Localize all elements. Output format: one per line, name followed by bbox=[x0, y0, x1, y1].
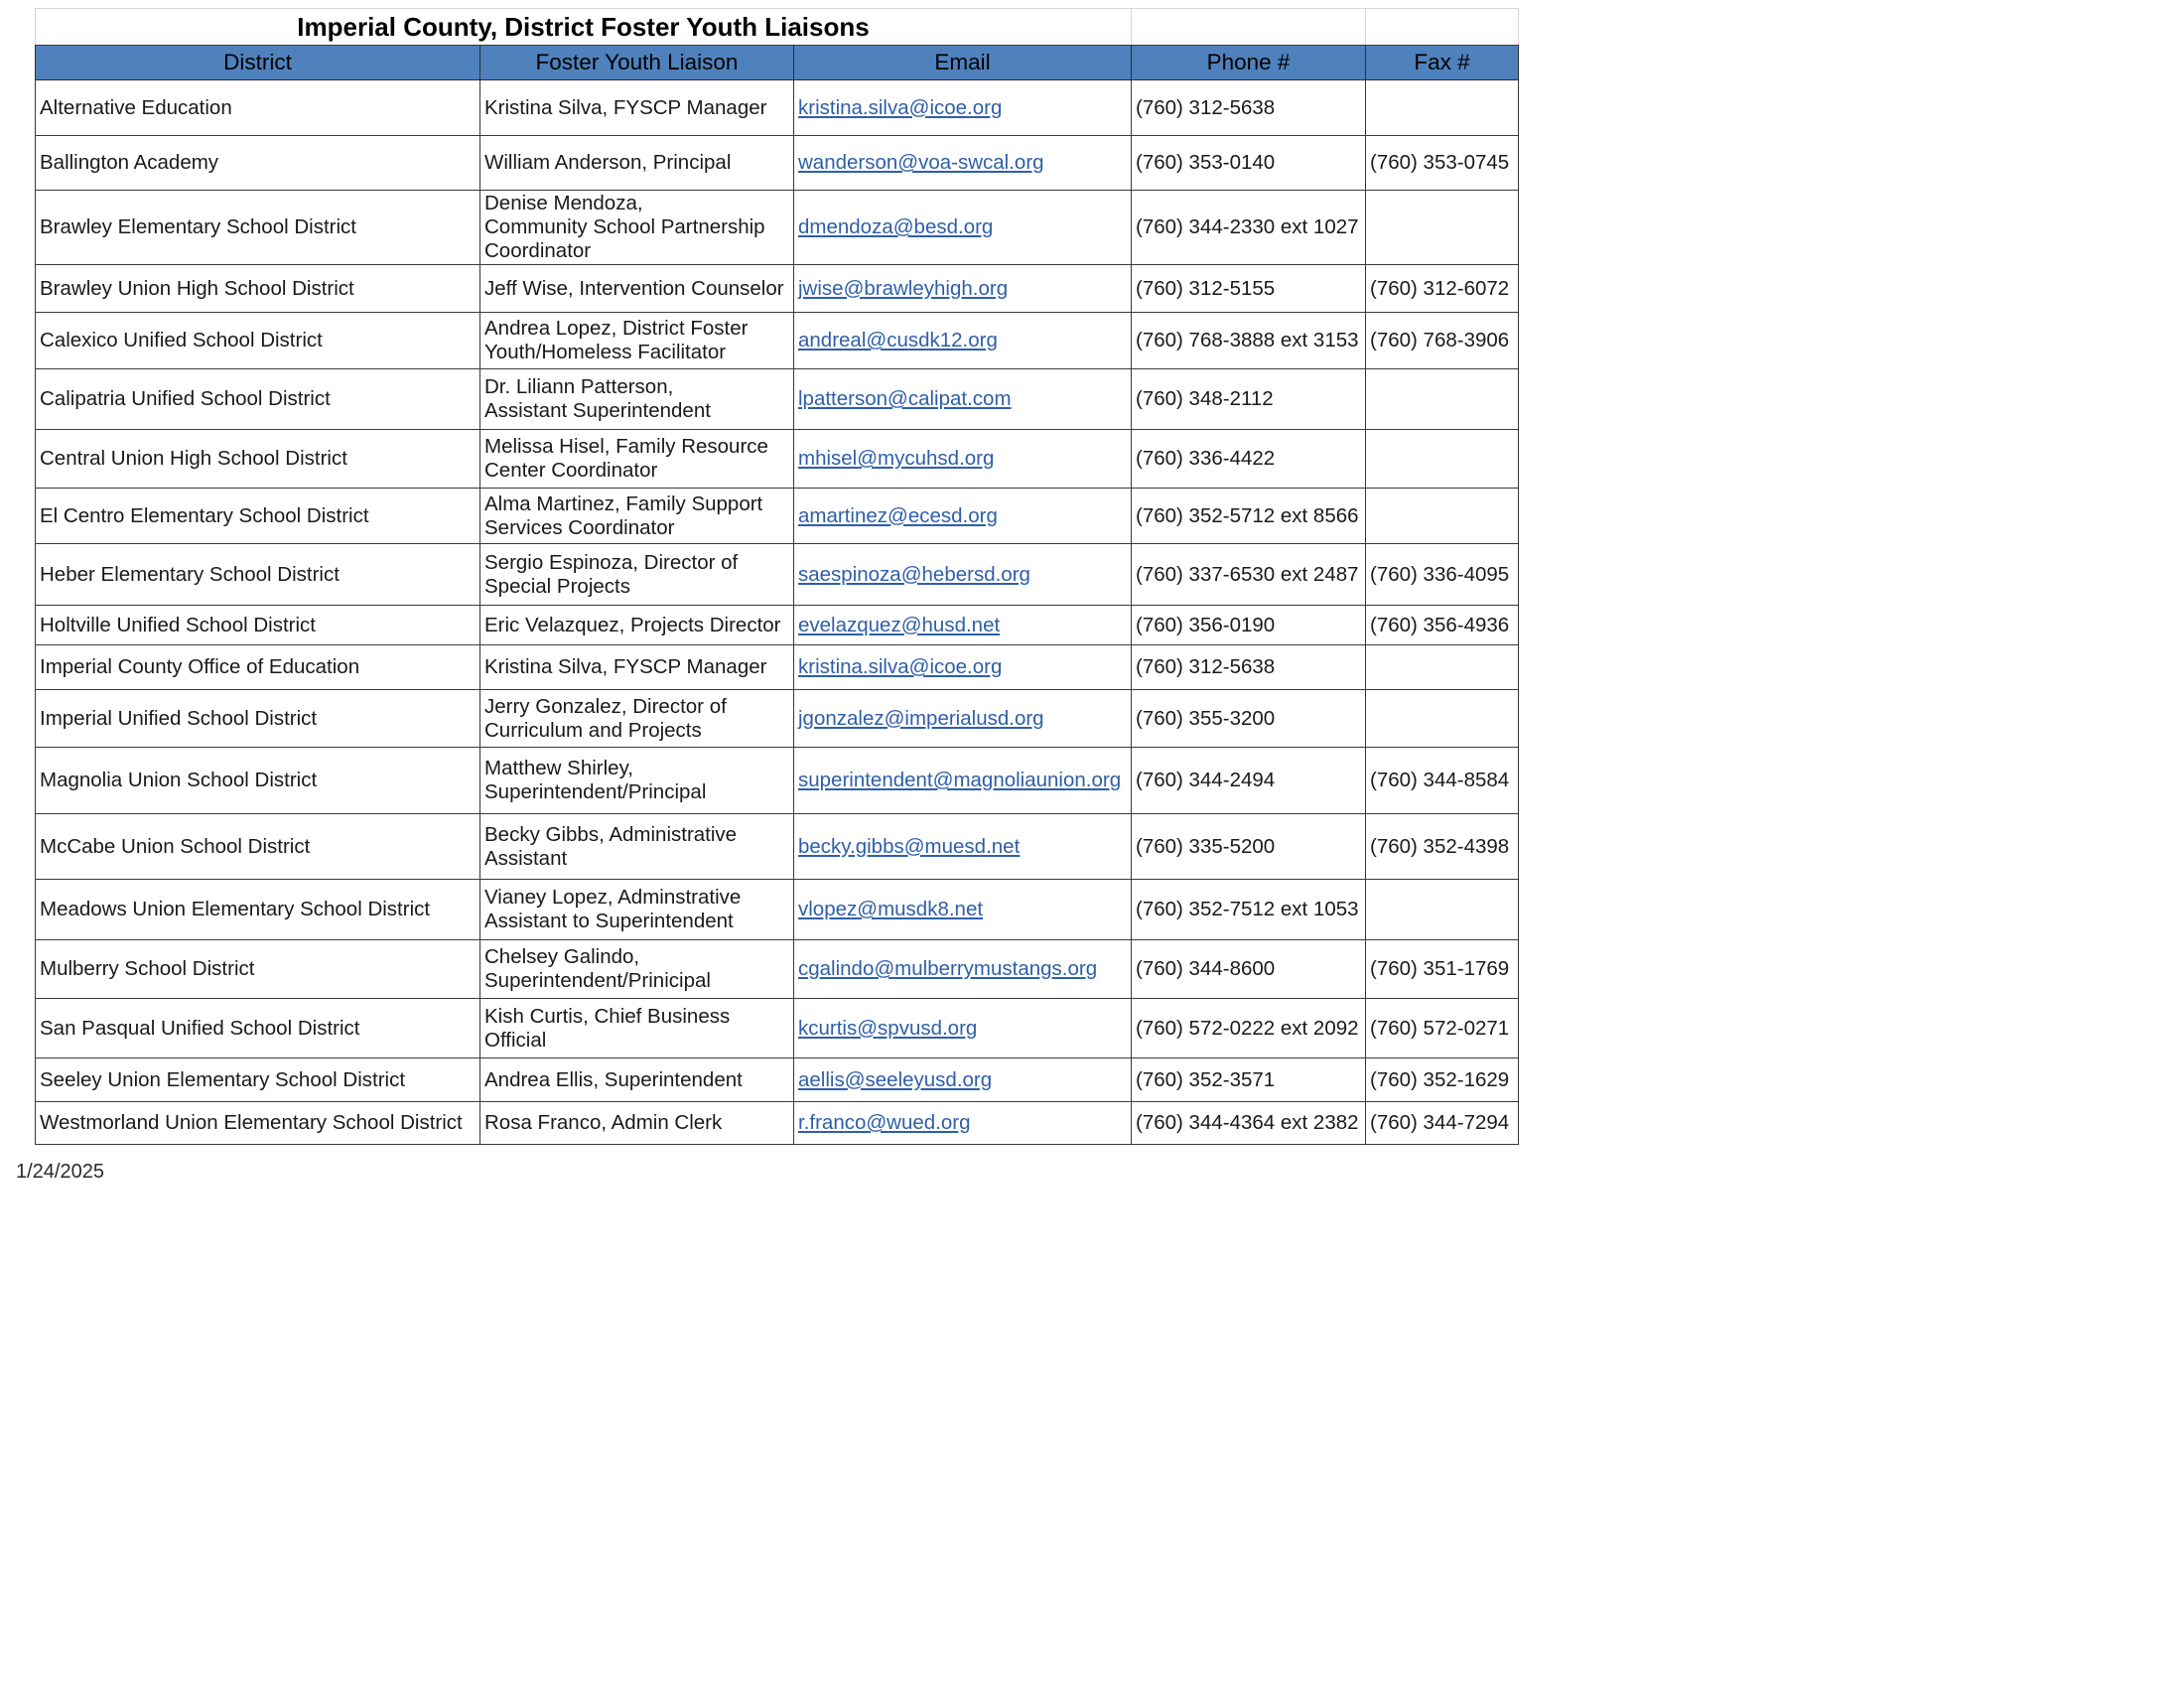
liaison-line: Rosa Franco, Admin Clerk bbox=[484, 1111, 723, 1134]
email-cell bbox=[794, 1058, 1132, 1102]
fax-cell: (760) 356-4936 bbox=[1366, 606, 1519, 645]
table-row bbox=[36, 748, 1519, 814]
fax-cell bbox=[1366, 80, 1519, 136]
district-cell: McCabe Union School District bbox=[36, 814, 480, 880]
liaison-cell bbox=[480, 430, 794, 489]
email-link[interactable]: lpatterson@calipat.com bbox=[798, 387, 1012, 410]
liaison-cell bbox=[480, 645, 794, 690]
district-cell: Holtville Unified School District bbox=[36, 606, 480, 645]
phone-cell: (760) 352-3571 bbox=[1132, 1058, 1366, 1102]
fax-cell: (760) 768-3906 bbox=[1366, 313, 1519, 369]
liaison-line: Superintendent/Principal bbox=[484, 780, 707, 803]
liaison-line: Center Coordinator bbox=[484, 459, 658, 482]
district-cell: Meadows Union Elementary School District bbox=[36, 880, 480, 940]
fax-cell: (760) 352-1629 bbox=[1366, 1058, 1519, 1102]
phone-cell: (760) 352-7512 ext 1053 bbox=[1132, 880, 1366, 940]
email-cell bbox=[794, 313, 1132, 369]
email-link[interactable]: mhisel@mycuhsd.org bbox=[798, 447, 995, 470]
document-page bbox=[0, 0, 1542, 1195]
fax-cell bbox=[1366, 489, 1519, 544]
email-cell bbox=[794, 265, 1132, 313]
fax-cell: (760) 352-4398 bbox=[1366, 814, 1519, 880]
email-link[interactable]: jgonzalez@imperialusd.org bbox=[798, 706, 1044, 730]
liaison-line: Andrea Lopez, District Foster bbox=[484, 317, 749, 340]
liaison-cell bbox=[480, 544, 794, 606]
email-link[interactable]: kcurtis@spvusd.org bbox=[798, 1016, 978, 1040]
liaison-line: Matthew Shirley, bbox=[484, 757, 634, 779]
district-cell: Westmorland Union Elementary School District bbox=[36, 1102, 480, 1145]
email-link[interactable]: jwise@brawleyhigh.org bbox=[798, 276, 1009, 300]
email-link[interactable]: wanderson@voa-swcal.org bbox=[798, 151, 1044, 174]
liaison-cell bbox=[480, 690, 794, 748]
phone-cell: (760) 312-5638 bbox=[1132, 80, 1366, 136]
district-cell: Magnolia Union School District bbox=[36, 748, 480, 814]
table-body bbox=[36, 80, 1519, 1145]
table-row bbox=[36, 136, 1519, 191]
district-cell: Calexico Unified School District bbox=[36, 313, 480, 369]
table-row bbox=[36, 80, 1519, 136]
email-cell bbox=[794, 489, 1132, 544]
table-row bbox=[36, 880, 1519, 940]
liaison-line: Kristina Silva, FYSCP Manager bbox=[484, 655, 767, 678]
liaison-line: Official bbox=[484, 1028, 547, 1052]
district-cell: Imperial Unified School District bbox=[36, 690, 480, 748]
email-cell bbox=[794, 430, 1132, 489]
table-row bbox=[36, 369, 1519, 430]
table-row bbox=[36, 999, 1519, 1058]
liaison-cell bbox=[480, 489, 794, 544]
email-cell bbox=[794, 544, 1132, 606]
liaison-line: Denise Mendoza, bbox=[484, 192, 643, 214]
table-row bbox=[36, 265, 1519, 313]
liaison-line: Dr. Liliann Patterson, bbox=[484, 375, 674, 398]
phone-cell: (760) 337-6530 ext 2487 bbox=[1132, 544, 1366, 606]
phone-cell: (760) 344-2330 ext 1027 bbox=[1132, 191, 1366, 265]
email-cell bbox=[794, 136, 1132, 191]
liaison-line: Assistant Superintendent bbox=[484, 399, 711, 422]
email-cell bbox=[794, 748, 1132, 814]
district-cell: Heber Elementary School District bbox=[36, 544, 480, 606]
liaison-line: Kish Curtis, Chief Business bbox=[484, 1004, 731, 1028]
fax-cell bbox=[1366, 880, 1519, 940]
fax-cell: (760) 572-0271 bbox=[1366, 999, 1519, 1058]
fax-cell: (760) 336-4095 bbox=[1366, 544, 1519, 606]
email-cell bbox=[794, 940, 1132, 999]
phone-cell: (760) 353-0140 bbox=[1132, 136, 1366, 191]
liaison-line: Coordinator bbox=[484, 239, 592, 262]
email-cell bbox=[794, 191, 1132, 265]
column-header-row bbox=[36, 46, 1519, 80]
liaison-line: Youth/Homeless Facilitator bbox=[484, 341, 727, 363]
phone-cell: (760) 344-8600 bbox=[1132, 940, 1366, 999]
table-row bbox=[36, 940, 1519, 999]
email-link[interactable]: kristina.silva@icoe.org bbox=[798, 95, 1003, 119]
fax-cell bbox=[1366, 191, 1519, 265]
phone-cell: (760) 572-0222 ext 2092 bbox=[1132, 999, 1366, 1058]
liaison-cell bbox=[480, 1102, 794, 1145]
district-cell: Alternative Education bbox=[36, 80, 480, 136]
email-link[interactable]: aellis@seeleyusd.org bbox=[798, 1067, 993, 1091]
fax-cell: (760) 353-0745 bbox=[1366, 136, 1519, 191]
email-cell bbox=[794, 80, 1132, 136]
table-row bbox=[36, 544, 1519, 606]
liaison-line: Jeff Wise, Intervention Counselor bbox=[484, 276, 784, 300]
district-cell: El Centro Elementary School District bbox=[36, 489, 480, 544]
table-row bbox=[36, 814, 1519, 880]
district-cell: Imperial County Office of Education bbox=[36, 645, 480, 690]
email-cell bbox=[794, 606, 1132, 645]
liaison-line: Eric Velazquez, Projects Director bbox=[484, 613, 781, 636]
table-row bbox=[36, 313, 1519, 369]
email-link[interactable]: r.franco@wued.org bbox=[798, 1111, 971, 1134]
liaison-cell bbox=[480, 999, 794, 1058]
liaison-line: Assistant bbox=[484, 846, 568, 870]
email-cell bbox=[794, 1102, 1132, 1145]
title-blank-cell bbox=[1132, 9, 1366, 46]
email-cell bbox=[794, 880, 1132, 940]
liaison-line: Curriculum and Projects bbox=[484, 718, 702, 742]
phone-cell: (760) 344-4364 ext 2382 bbox=[1132, 1102, 1366, 1145]
liaison-cell bbox=[480, 940, 794, 999]
liaison-line: Special Projects bbox=[484, 574, 630, 598]
table-row bbox=[36, 1058, 1519, 1102]
liaison-line: Alma Martinez, Family Support bbox=[484, 492, 763, 515]
district-cell: Calipatria Unified School District bbox=[36, 369, 480, 430]
liaison-line: William Anderson, Principal bbox=[484, 151, 732, 174]
liaison-cell bbox=[480, 313, 794, 369]
email-link[interactable]: cgalindo@mulberrymustangs.org bbox=[798, 957, 1098, 980]
liaison-line: Jerry Gonzalez, Director of bbox=[484, 694, 727, 718]
liaison-line: Andrea Ellis, Superintendent bbox=[484, 1067, 743, 1091]
liaison-line: Superintendent/Prinicipal bbox=[484, 969, 711, 992]
fax-cell bbox=[1366, 430, 1519, 489]
district-cell: Seeley Union Elementary School District bbox=[36, 1058, 480, 1102]
title-blank-cell bbox=[1366, 9, 1519, 46]
liaison-line: Becky Gibbs, Administrative bbox=[484, 822, 738, 846]
phone-cell: (760) 335-5200 bbox=[1132, 814, 1366, 880]
liaison-line: Vianey Lopez, Adminstrative bbox=[484, 886, 742, 909]
email-link[interactable]: andreal@cusdk12.org bbox=[798, 329, 998, 352]
district-cell: Brawley Elementary School District bbox=[36, 191, 480, 265]
phone-cell: (760) 344-2494 bbox=[1132, 748, 1366, 814]
email-cell bbox=[794, 814, 1132, 880]
page-title: Imperial County, District Foster Youth Liaisons bbox=[36, 9, 1132, 46]
table-row bbox=[36, 1102, 1519, 1145]
fax-cell: (760) 344-7294 bbox=[1366, 1102, 1519, 1145]
column-header-phone: Phone # bbox=[1132, 46, 1366, 80]
district-cell: Central Union High School District bbox=[36, 430, 480, 489]
email-link[interactable]: vlopez@musdk8.net bbox=[798, 898, 984, 920]
liaison-line: Kristina Silva, FYSCP Manager bbox=[484, 95, 767, 119]
table-row bbox=[36, 430, 1519, 489]
email-link[interactable]: amartinez@ecesd.org bbox=[798, 503, 998, 527]
title-row bbox=[36, 9, 1519, 46]
phone-cell: (760) 355-3200 bbox=[1132, 690, 1366, 748]
phone-cell: (760) 312-5638 bbox=[1132, 645, 1366, 690]
email-link[interactable]: evelazquez@husd.net bbox=[798, 613, 1001, 636]
district-cell: San Pasqual Unified School District bbox=[36, 999, 480, 1058]
fax-cell bbox=[1366, 645, 1519, 690]
email-link[interactable]: superintendent@magnoliaunion.org bbox=[798, 769, 1122, 791]
phone-cell: (760) 336-4422 bbox=[1132, 430, 1366, 489]
liaison-line: Melissa Hisel, Family Resource bbox=[484, 435, 768, 458]
district-cell: Mulberry School District bbox=[36, 940, 480, 999]
table-row bbox=[36, 690, 1519, 748]
phone-cell: (760) 768-3888 ext 3153 bbox=[1132, 313, 1366, 369]
liaison-line: Community School Partnership bbox=[484, 215, 765, 238]
district-cell: Brawley Union High School District bbox=[36, 265, 480, 313]
phone-cell: (760) 356-0190 bbox=[1132, 606, 1366, 645]
liaison-cell bbox=[480, 369, 794, 430]
fax-cell bbox=[1366, 690, 1519, 748]
email-link[interactable]: dmendoza@besd.org bbox=[798, 215, 994, 238]
liaison-line: Sergio Espinoza, Director of bbox=[484, 550, 739, 574]
footer-date: 1/24/2025 bbox=[16, 1161, 104, 1183]
liaison-line: Assistant to Superintendent bbox=[484, 910, 734, 932]
email-cell bbox=[794, 645, 1132, 690]
liaison-cell bbox=[480, 880, 794, 940]
email-cell bbox=[794, 690, 1132, 748]
table-row bbox=[36, 645, 1519, 690]
table-row bbox=[36, 606, 1519, 645]
fax-cell bbox=[1366, 369, 1519, 430]
fax-cell: (760) 351-1769 bbox=[1366, 940, 1519, 999]
liaison-cell bbox=[480, 814, 794, 880]
column-header-district: District bbox=[36, 46, 480, 80]
phone-cell: (760) 348-2112 bbox=[1132, 369, 1366, 430]
email-link[interactable]: becky.gibbs@muesd.net bbox=[798, 834, 1021, 858]
column-header-liaison: Foster Youth Liaison bbox=[480, 46, 794, 80]
liaison-table bbox=[35, 8, 1519, 1145]
liaison-cell bbox=[480, 191, 794, 265]
column-header-fax: Fax # bbox=[1366, 46, 1519, 80]
liaison-line: Services Coordinator bbox=[484, 515, 675, 539]
liaison-line: Chelsey Galindo, bbox=[484, 945, 640, 968]
liaison-cell bbox=[480, 606, 794, 645]
table-row bbox=[36, 191, 1519, 265]
liaison-cell bbox=[480, 265, 794, 313]
fax-cell: (760) 312-6072 bbox=[1366, 265, 1519, 313]
liaison-cell bbox=[480, 1058, 794, 1102]
phone-cell: (760) 312-5155 bbox=[1132, 265, 1366, 313]
liaison-cell bbox=[480, 80, 794, 136]
phone-cell: (760) 352-5712 ext 8566 bbox=[1132, 489, 1366, 544]
liaison-cell bbox=[480, 748, 794, 814]
email-link[interactable]: saespinoza@hebersd.org bbox=[798, 562, 1030, 586]
district-cell: Ballington Academy bbox=[36, 136, 480, 191]
liaison-cell bbox=[480, 136, 794, 191]
fax-cell: (760) 344-8584 bbox=[1366, 748, 1519, 814]
table-row bbox=[36, 489, 1519, 544]
column-header-email: Email bbox=[794, 46, 1132, 80]
email-cell bbox=[794, 999, 1132, 1058]
email-cell bbox=[794, 369, 1132, 430]
email-link[interactable]: kristina.silva@icoe.org bbox=[798, 655, 1003, 678]
